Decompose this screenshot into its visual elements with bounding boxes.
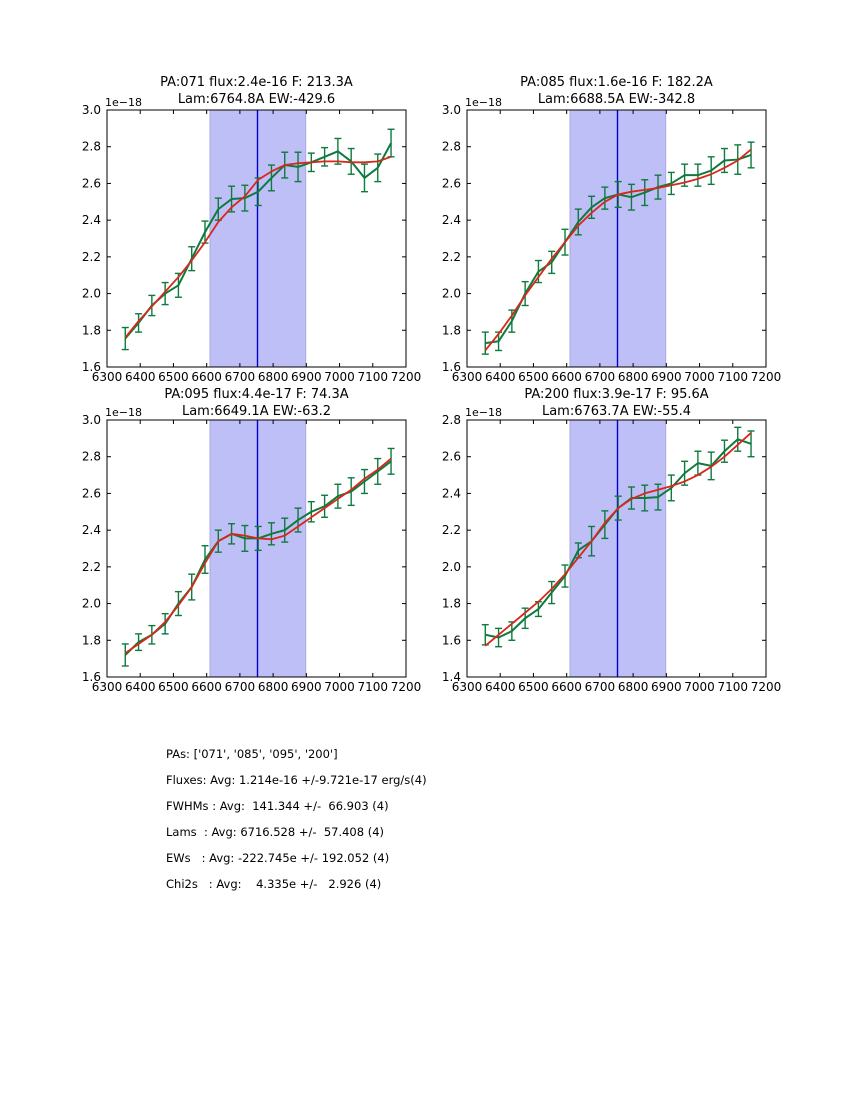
y-tick-label: 2.8: [81, 449, 101, 464]
x-tick-label: 7200: [390, 370, 422, 384]
y-tick-label: 3.0: [81, 104, 101, 117]
x-tick-label: 7200: [750, 680, 782, 694]
y-tick-label: 2.2: [441, 249, 461, 264]
x-tick-label: 6600: [191, 680, 222, 694]
x-tick-label: 6300: [91, 680, 123, 694]
x-tick-label: 7200: [750, 370, 782, 384]
y-tick-label: 2.4: [81, 213, 101, 228]
y-tick-label: 2.2: [81, 249, 101, 264]
y-tick-label: 1.8: [81, 633, 101, 648]
x-tick-label: 6500: [518, 680, 549, 694]
x-tick-label: 6500: [158, 370, 189, 384]
subplot-2-title-line1: PA:095 flux:4.4e-17 F: 74.3A: [164, 387, 349, 402]
x-tick-label: 6700: [224, 370, 256, 384]
y-tick-label: 1.8: [81, 323, 101, 338]
y-tick-label: 2.2: [441, 523, 461, 538]
x-tick-label: 7000: [324, 370, 355, 384]
x-tick-label: 6900: [651, 680, 682, 694]
subplot-3-title-line2: Lam:6763.7A EW:-55.4: [541, 404, 692, 419]
y-tick-label: 2.6: [81, 486, 101, 501]
subplot-2-canvas: [62, 414, 422, 706]
summary-line-fluxes: Fluxes: Avg: 1.214e-16 +/-9.721e-17 erg/s(4): [166, 773, 427, 787]
subplot-0-title: [107, 74, 406, 108]
y-tick-label: 3.0: [441, 104, 461, 117]
subplot-0-y-offset-label: 1e−18: [105, 96, 142, 109]
summary-stats-block: [166, 747, 427, 903]
y-tick-label: 2.6: [441, 449, 461, 464]
y-tick-label: 2.8: [441, 139, 461, 154]
subplot-0-title-line1: PA:071 flux:2.4e-16 F: 213.3A: [160, 75, 353, 90]
x-tick-label: 6900: [651, 370, 682, 384]
y-tick-label: 2.0: [81, 596, 101, 611]
x-tick-label: 7000: [684, 680, 715, 694]
x-tick-label: 6400: [124, 680, 156, 694]
subplot-2-title-line2: Lam:6649.1A EW:-63.2: [181, 404, 332, 419]
x-tick-label: 6700: [584, 370, 616, 384]
x-tick-label: 6700: [224, 680, 256, 694]
y-tick-label: 1.8: [441, 323, 461, 338]
y-tick-label: 3.0: [81, 414, 101, 427]
x-tick-label: 6700: [584, 680, 616, 694]
x-tick-label: 6800: [617, 370, 649, 384]
y-tick-label: 2.2: [81, 559, 101, 574]
y-tick-label: 2.0: [81, 286, 101, 301]
x-tick-label: 6600: [191, 370, 222, 384]
y-tick-label: 1.6: [81, 670, 101, 684]
y-tick-label: 2.8: [81, 139, 101, 154]
y-tick-label: 2.0: [441, 559, 461, 574]
y-tick-label: 2.6: [441, 176, 461, 191]
x-tick-label: 6900: [291, 370, 322, 384]
x-tick-label: 6500: [158, 680, 189, 694]
x-tick-label: 6500: [518, 370, 549, 384]
x-tick-label: 6600: [551, 680, 582, 694]
subplot-1-title-line2: Lam:6688.5A EW:-342.8: [537, 92, 696, 107]
summary-line-ews: EWs : Avg: -222.745e +/- 192.052 (4): [166, 851, 390, 865]
subplot-3-title-line1: PA:200 flux:3.9e-17 F: 95.6A: [524, 387, 709, 402]
y-tick-label: 2.4: [441, 213, 461, 228]
subplot-0-canvas: [62, 104, 422, 396]
subplot-3-y-offset-label: 1e−18: [465, 406, 502, 419]
y-tick-label: 2.8: [441, 414, 461, 427]
x-tick-label: 6800: [617, 680, 649, 694]
summary-line-chi2s: Chi2s : Avg: 4.335e +/- 2.926 (4): [166, 877, 382, 891]
y-tick-label: 2.6: [81, 176, 101, 191]
x-tick-label: 6800: [257, 680, 289, 694]
x-tick-label: 6800: [257, 370, 289, 384]
y-tick-label: 1.8: [441, 596, 461, 611]
x-tick-label: 6300: [451, 680, 483, 694]
y-tick-label: 1.4: [441, 670, 461, 684]
x-tick-label: 6400: [484, 370, 516, 384]
x-tick-label: 7100: [357, 370, 389, 384]
summary-line-lams: Lams : Avg: 6716.528 +/- 57.408 (4): [166, 825, 385, 839]
x-tick-label: 6600: [551, 370, 582, 384]
x-tick-label: 6300: [451, 370, 483, 384]
summary-line-fwhms: FWHMs : Avg: 141.344 +/- 66.903 (4): [166, 799, 389, 813]
y-tick-label: 1.6: [441, 360, 461, 374]
y-tick-label: 2.0: [441, 286, 461, 301]
subplot-2-y-offset-label: 1e−18: [105, 406, 142, 419]
x-tick-label: 7100: [717, 680, 749, 694]
summary-line-pas: PAs: ['071', '085', '095', '200']: [166, 747, 338, 761]
subplot-1-canvas: [422, 104, 782, 396]
subplot-3-canvas: [422, 414, 782, 706]
y-tick-label: 2.4: [81, 523, 101, 538]
y-tick-label: 2.4: [441, 486, 461, 501]
x-tick-label: 7100: [717, 370, 749, 384]
y-tick-label: 1.6: [441, 633, 461, 648]
x-tick-label: 7100: [357, 680, 389, 694]
subplot-1-y-offset-label: 1e−18: [465, 96, 502, 109]
x-tick-label: 6400: [124, 370, 156, 384]
subplot-0-title-line2: Lam:6764.8A EW:-429.6: [177, 92, 336, 107]
x-tick-label: 6400: [484, 680, 516, 694]
y-tick-label: 1.6: [81, 360, 101, 374]
x-tick-label: 7000: [684, 370, 715, 384]
x-tick-label: 7200: [390, 680, 422, 694]
x-tick-label: 6300: [91, 370, 123, 384]
subplot-1-title-line1: PA:085 flux:1.6e-16 F: 182.2A: [520, 75, 713, 90]
x-tick-label: 7000: [324, 680, 355, 694]
subplot-1-title: [467, 74, 766, 108]
x-tick-label: 6900: [291, 680, 322, 694]
